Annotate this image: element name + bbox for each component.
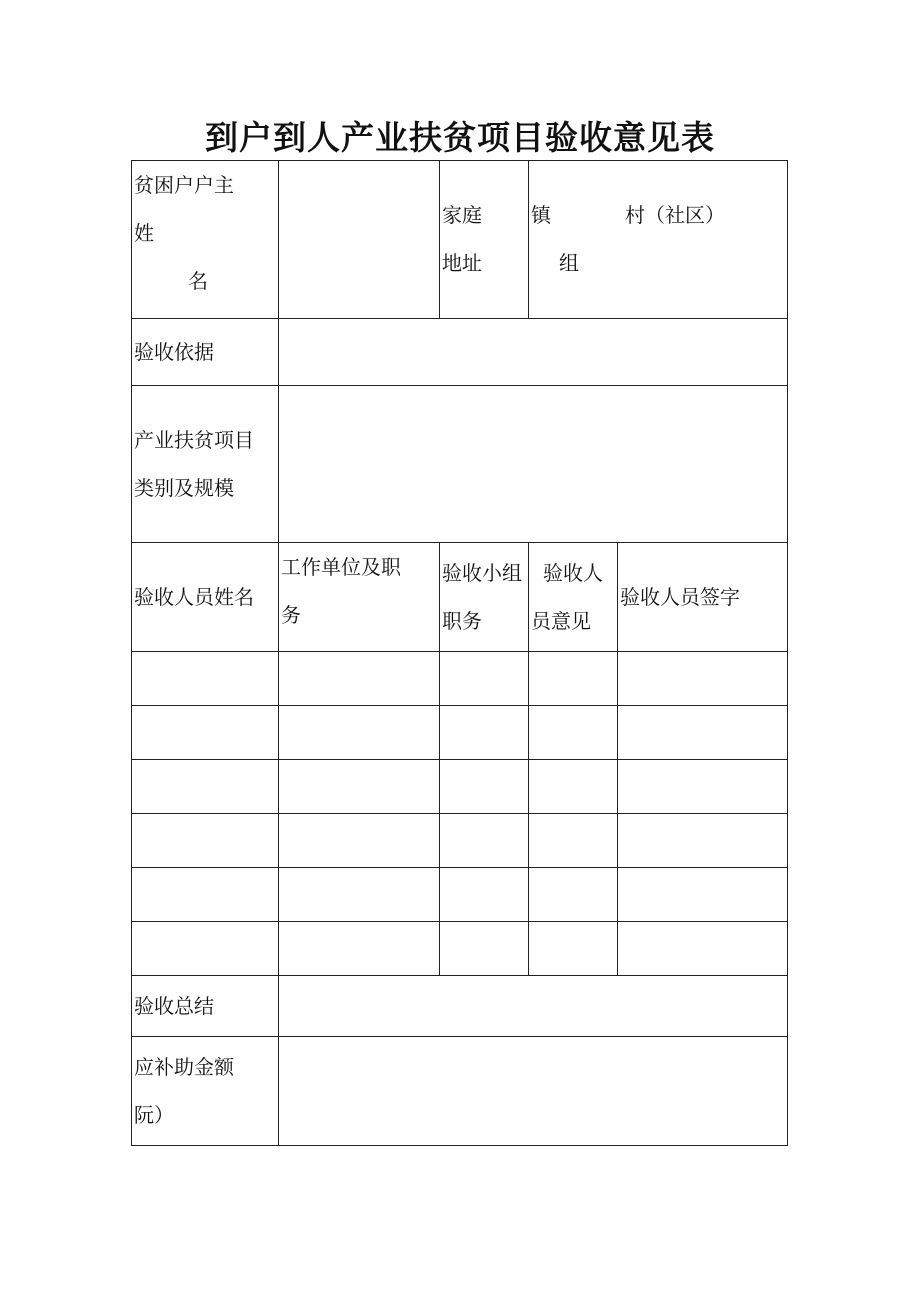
subsidy-amount-label-line1: 应补助金额 [134,1055,234,1079]
project-row [132,386,788,543]
table-row [132,706,788,760]
inspector-name-cell[interactable] [132,652,279,706]
inspector-name-header [132,543,279,652]
opinion-header-line2: 员意见 [531,609,591,633]
basis-field[interactable] [279,319,788,386]
project-label-line2: 类别及规模 [134,476,234,500]
project-label-line1: 产业扶贫项目 [134,428,254,452]
project-field[interactable] [279,386,788,543]
group-role-cell[interactable] [440,652,529,706]
opinion-cell[interactable] [529,868,618,922]
signature-cell[interactable] [618,760,788,814]
opinion-cell[interactable] [529,922,618,976]
subsidy-amount-row [132,1037,788,1146]
family-address-label-line2: 地址 [442,251,482,275]
group-role-header-line2: 职务 [442,609,482,633]
inspector-name-cell[interactable] [132,814,279,868]
signature-header [618,543,788,652]
unit-position-header-line1: 工作单位及职 [281,555,401,579]
household-row [132,161,788,319]
summary-row [132,976,788,1037]
signature-cell[interactable] [618,814,788,868]
project-label-cell [132,386,279,543]
unit-position-cell[interactable] [279,760,440,814]
inspector-name-cell[interactable] [132,706,279,760]
address-group-label: 组 [559,251,579,275]
address-village-label: 村（社区） [625,203,725,227]
unit-position-header-line2: 务 [281,603,301,627]
household-head-label-line1: 贫困户户主 [134,173,234,197]
subsidy-amount-field[interactable] [279,1037,788,1146]
table-row [132,922,788,976]
signature-header-label: 验收人员签字 [620,585,740,609]
opinion-cell[interactable] [529,652,618,706]
group-role-cell[interactable] [440,814,529,868]
household-head-label-line3: 名 [188,269,208,293]
group-role-cell[interactable] [440,868,529,922]
group-role-cell[interactable] [440,706,529,760]
family-address-label-cell [440,161,529,319]
summary-label-cell [132,976,279,1037]
table-row [132,652,788,706]
unit-position-header [279,543,440,652]
unit-position-cell[interactable] [279,922,440,976]
group-role-cell[interactable] [440,760,529,814]
family-address-label-line1: 家庭 [442,203,482,227]
opinion-cell[interactable] [529,814,618,868]
subsidy-amount-label-cell [132,1037,279,1146]
opinion-cell[interactable] [529,706,618,760]
unit-position-cell[interactable] [279,652,440,706]
table-row [132,760,788,814]
address-town-label: 镇 [531,203,551,227]
unit-position-cell[interactable] [279,706,440,760]
inspector-name-cell[interactable] [132,760,279,814]
household-head-name-field[interactable] [279,161,440,319]
inspector-name-cell[interactable] [132,922,279,976]
acceptance-form-table [131,160,788,1146]
unit-position-cell[interactable] [279,868,440,922]
form-title: 到户到人产业扶贫项目验收意见表 [205,118,715,157]
unit-position-cell[interactable] [279,814,440,868]
opinion-header-line1: 验收人 [543,561,603,585]
table-row [132,868,788,922]
signature-cell[interactable] [618,868,788,922]
inspector-header-row [132,543,788,652]
family-address-field[interactable] [529,161,788,319]
group-role-header-line1: 验收小组 [442,561,522,585]
basis-label: 验收依据 [134,340,214,364]
signature-cell[interactable] [618,922,788,976]
household-head-label-line2: 姓 [134,221,154,245]
opinion-cell[interactable] [529,760,618,814]
group-role-header [440,543,529,652]
subsidy-amount-label-line2: 阮） [134,1103,174,1127]
signature-cell[interactable] [618,706,788,760]
summary-field[interactable] [279,976,788,1037]
inspector-name-header-label: 验收人员姓名 [134,585,254,609]
inspector-name-cell[interactable] [132,868,279,922]
opinion-header [529,543,618,652]
basis-row [132,319,788,386]
household-head-label-cell [132,161,279,319]
basis-label-cell [132,319,279,386]
signature-cell[interactable] [618,652,788,706]
summary-label: 验收总结 [134,994,214,1018]
group-role-cell[interactable] [440,922,529,976]
table-row [132,814,788,868]
